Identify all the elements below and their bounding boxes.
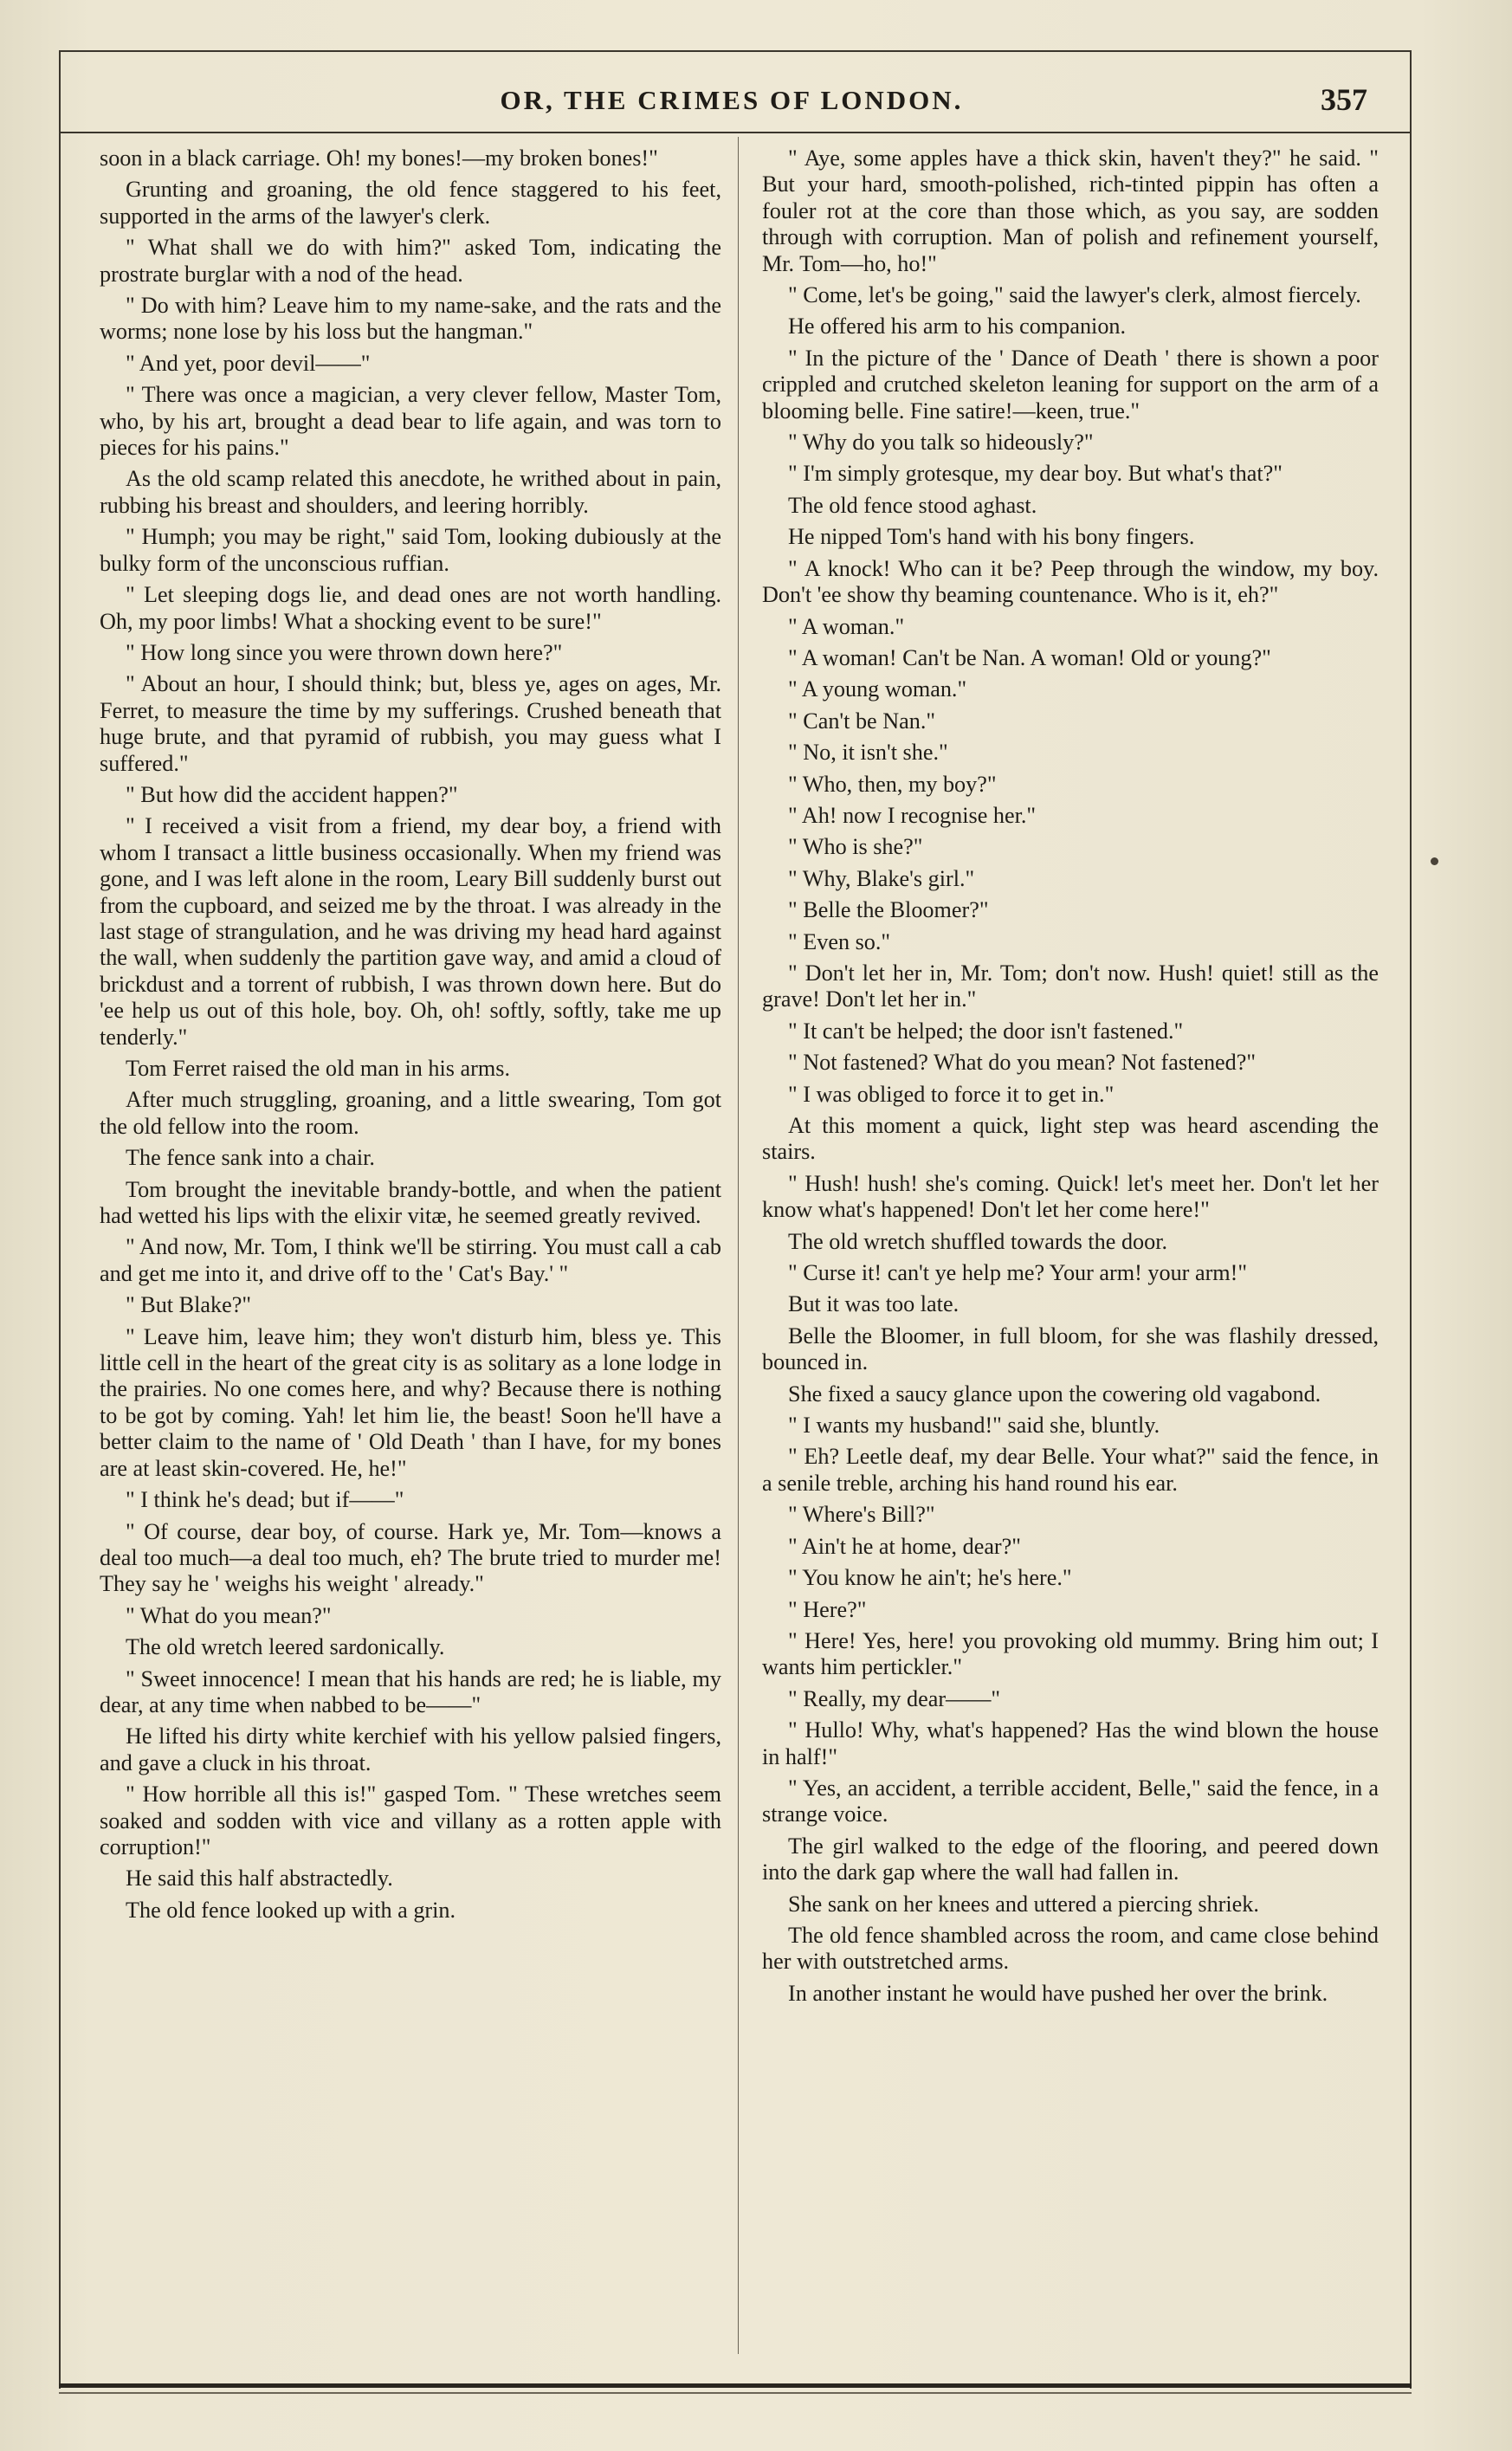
paragraph: " And now, Mr. Tom, I think we'll be stirring. You must call a cab and get me into it, and drive off to the ' Cat's Bay.' " (100, 1234, 721, 1286)
paragraph: As the old scamp related this anecdote, he writhed about in pain, rubbing his breast and shoulders, and leering horribly. (100, 466, 721, 518)
paragraph: " I'm simply grotesque, my dear boy. But what's that?" (788, 461, 1283, 487)
paragraph: " And yet, poor devil——" (126, 350, 371, 376)
paragraph: " A young woman." (788, 676, 967, 702)
paragraph: " Here! Yes, here! you provoking old mummy. Bring him out; I wants him pertickler." (762, 1627, 1379, 1680)
column-divider (738, 137, 739, 2354)
top-rule (59, 50, 1412, 52)
paragraph: " Humph; you may be right," said Tom, looking dubiously at the bulky form of the unconscious ruffian. (100, 524, 721, 576)
paragraph: She fixed a saucy glance upon the cowering old vagabond. (788, 1381, 1321, 1407)
paragraph: " A woman." (788, 613, 905, 639)
paragraph: " I was obliged to force it to get in." (788, 1081, 1115, 1107)
header-rule (59, 132, 1412, 133)
paragraph: But it was too late. (788, 1291, 960, 1317)
paragraph: The old wretch leered sardonically. (126, 1634, 445, 1660)
paragraph: Grunting and groaning, the old fence staggered to his feet, supported in the arms of the lawyer's clerk. (100, 177, 721, 229)
paragraph: " Even so." (788, 928, 891, 954)
paragraph: " I received a visit from a friend, my dear boy, a friend with whom I transact a little business occasionally. When my friend was gone, and I was left alone in the room, Leary Bill suddenly burst out from the cupboard, and seized me by the throat. I was already in the last stage of strangulation, and he was driving my head hard against the wall, when suddenly the partition gave way, and amid a cloud of brickdust and a torrent of rubbish, I was thrown down here. But do 'ee help us out of this hole, boy. Oh, oh! softly, softly, take me up tenderly." (100, 813, 721, 1050)
paragraph: After much struggling, groaning, and a little swearing, Tom got the old fellow into the room. (100, 1087, 721, 1139)
bottom-rule (59, 2383, 1412, 2388)
paragraph: " You know he ain't; he's here." (788, 1565, 1072, 1591)
paragraph: " What do you mean?" (126, 1602, 332, 1628)
paragraph: " Sweet innocence! I mean that his hands are red; he is liable, my dear, at any time when nabbed to be——" (100, 1665, 721, 1717)
paragraph: In another instant he would have pushed her over the brink. (788, 1980, 1328, 2006)
right-column (762, 146, 1379, 2012)
paragraph: She sank on her knees and uttered a piercing shriek. (788, 1891, 1259, 1917)
right-border-rule (1410, 50, 1412, 2389)
paragraph: " A woman! Can't be Nan. A woman! Old or young?" (788, 644, 1271, 670)
paragraph: Belle the Bloomer, in full bloom, for she was flashily dressed, bounced in. (762, 1323, 1379, 1375)
paragraph: The old wretch shuffled towards the door. (788, 1228, 1168, 1254)
paragraph: The fence sank into a chair. (126, 1145, 375, 1171)
paragraph: " Who is she?" (788, 834, 923, 860)
paragraph: " Yes, an accident, a terrible accident, Belle," said the fence, in a strange voice. (762, 1775, 1379, 1827)
paragraph: " Belle the Bloomer?" (788, 897, 989, 923)
paragraph: " What shall we do with him?" asked Tom, indicating the prostrate burglar with a nod of the head. (100, 235, 721, 287)
paragraph: " How horrible all this is!" gasped Tom. " These wretches seem soaked and sodden with vice and villany as a rotten apple with corruption!" (100, 1782, 721, 1859)
left-border-rule (59, 50, 61, 2389)
paragraph: " Let sleeping dogs lie, and dead ones are not worth handling. Oh, my poor limbs! What a shocking event to be sure!" (100, 582, 721, 634)
paragraph: The girl walked to the edge of the flooring, and peered down into the dark gap where the wall had fallen in. (762, 1833, 1379, 1885)
paragraph: " Really, my dear——" (788, 1685, 1001, 1711)
bottom-rule-thin (59, 2392, 1412, 2394)
paragraph: " It can't be helped; the door isn't fastened." (788, 1018, 1184, 1044)
paragraph: " Where's Bill?" (788, 1502, 935, 1528)
paragraph: " No, it isn't she." (788, 740, 948, 766)
paragraph: The old fence looked up with a grin. (126, 1897, 456, 1923)
paragraph: " Of course, dear boy, of course. Hark ye, Mr. Tom—knows a deal too much—a deal too much, eh? The brute tried to murder me! They say he ' weighs his weight ' already." (100, 1518, 721, 1597)
left-column (100, 146, 721, 1929)
paragraph: " I think he's dead; but if——" (126, 1487, 404, 1513)
paragraph: " Ah! now I recognise her." (788, 802, 1037, 828)
paragraph: " Aye, some apples have a thick skin, haven't they?" he said. " But your hard, smooth-polished, rich-tinted pippin has often a fouler rot at the core than those which, as you say, are sodden through with corruption. Man of polish and refinement yourself, Mr. Tom—ho, ho!" (762, 146, 1379, 276)
paragraph: " Why do you talk so hideously?" (788, 430, 1094, 456)
page-number: 357 (1321, 82, 1367, 117)
paragraph: " Don't let her in, Mr. Tom; don't now. Hush! quiet! still as the grave! Don't let her in." (762, 960, 1379, 1012)
paragraph: " There was once a magician, a very clever fellow, Master Tom, who, by his art, brought a dead bear to life again, and was torn to pieces for his pains." (100, 382, 721, 461)
paragraph: He offered his arm to his companion. (788, 314, 1127, 340)
paragraph: " Hush! hush! she's coming. Quick! let's meet her. Don't let her know what's happened! Don't let her come here!" (762, 1170, 1379, 1223)
paragraph: " Here?" (788, 1596, 867, 1622)
paragraph: " Do with him? Leave him to my name-sake, and the rats and the worms; none lose by his loss but the hangman." (100, 293, 721, 345)
paragraph: " Hullo! Why, what's happened? Has the wind blown the house in half!" (762, 1717, 1379, 1769)
paragraph: " Not fastened? What do you mean? Not fastened?" (788, 1050, 1257, 1076)
paragraph: " Curse it! can't ye help me? Your arm! your arm!" (788, 1260, 1248, 1286)
paragraph: " In the picture of the ' Dance of Death ' there is shown a poor crippled and crutched skeleton leaning for support on the arm of a blooming belle. Fine satire!—keen, true." (762, 345, 1379, 424)
paragraph: " Who, then, my boy?" (788, 771, 997, 797)
paragraph: He said this half abstractedly. (126, 1866, 393, 1892)
paragraph: " Ain't he at home, dear?" (788, 1533, 1021, 1559)
paragraph: " Eh? Leetle deaf, my dear Belle. Your what?" said the fence, in a senile treble, arching his hand round his ear. (762, 1444, 1379, 1496)
paragraph: " About an hour, I should think; but, bless ye, ages on ages, Mr. Ferret, to measure the time by my sufferings. Crushed beneath that huge brute, and that pyramid of rubbish, you may guess what I suffered." (100, 671, 721, 776)
paragraph: " Can't be Nan." (788, 708, 936, 734)
paragraph: soon in a black carriage. Oh! my bones!—my broken bones!" (100, 146, 658, 171)
paragraph: The old fence shambled across the room, and came close behind her with outstretched arms. (762, 1922, 1379, 1975)
paragraph: At this moment a quick, light step was heard ascending the stairs. (762, 1113, 1379, 1165)
paragraph: The old fence stood aghast. (788, 492, 1037, 518)
paragraph: " Come, let's be going," said the lawyer's clerk, almost fiercely. (788, 282, 1361, 308)
paragraph: " I wants my husband!" said she, bluntly. (788, 1413, 1160, 1439)
paragraph: " But how did the accident happen?" (126, 781, 458, 807)
paragraph: " A knock! Who can it be? Peep through the window, my boy. Don't 'ee show thy beaming countenance. Who is it, eh?" (762, 555, 1379, 608)
ink-speck (1431, 857, 1438, 865)
paragraph: He nipped Tom's hand with his bony fingers. (788, 524, 1195, 550)
paragraph: He lifted his dirty white kerchief with his yellow palsied fingers, and gave a cluck in his throat. (100, 1723, 721, 1775)
paragraph: Tom Ferret raised the old man in his arms. (126, 1056, 510, 1081)
running-title: OR, THE CRIMES OF LONDON. (500, 85, 964, 115)
paragraph: " Leave him, leave him; they won't disturb him, bless ye. This little cell in the heart of the great city is as solitary as a lone lodge in the prairies. No one comes here, and why? Because there is nothing to be got by coming. Yah! let him lie, the beast! Soon he'll have a better claim to the name of ' Old Death ' than I have, for my bones are at least skin-covered. He, he!" (100, 1323, 721, 1481)
paragraph: " How long since you were thrown down here?" (126, 639, 563, 665)
paragraph: " But Blake?" (126, 1292, 252, 1318)
paragraph: " Why, Blake's girl." (788, 865, 975, 891)
paragraph: Tom brought the inevitable brandy-bottle, and when the patient had wetted his lips with the elixir vitæ, he seemed greatly revived. (100, 1176, 721, 1229)
